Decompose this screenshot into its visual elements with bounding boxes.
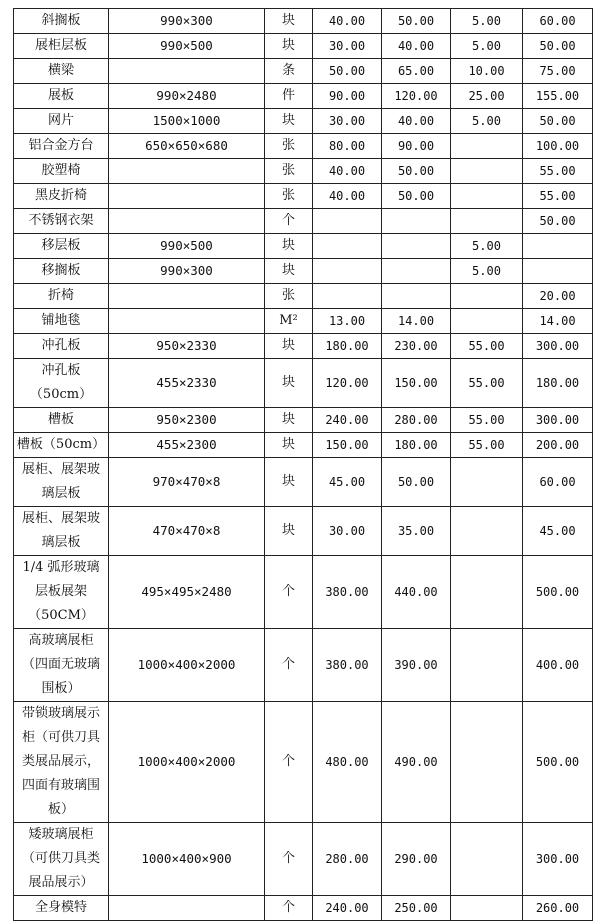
- cell-p4: 155.00: [523, 84, 593, 109]
- table-row: [14, 507, 593, 556]
- cell-spec: [109, 209, 265, 234]
- cell-name: 冲孔板: [14, 334, 109, 359]
- cell-spec: [109, 184, 265, 209]
- cell-p1: [313, 284, 382, 309]
- cell-unit: 块: [265, 234, 313, 259]
- table-row: [14, 134, 593, 159]
- cell-p2: [382, 284, 451, 309]
- cell-spec: [109, 896, 265, 921]
- table-row: [14, 159, 593, 184]
- table-row: [14, 284, 593, 309]
- cell-p2: [382, 234, 451, 259]
- cell-p2: 280.00: [382, 408, 451, 433]
- cell-name: 槽板: [14, 408, 109, 433]
- cell-unit: 块: [265, 34, 313, 59]
- cell-unit: 块: [265, 259, 313, 284]
- table-row: [14, 184, 593, 209]
- cell-unit: 块: [265, 408, 313, 433]
- cell-p1: 120.00: [313, 359, 382, 408]
- cell-p3: [451, 309, 523, 334]
- cell-p4: 60.00: [523, 9, 593, 34]
- cell-p4: 200.00: [523, 433, 593, 458]
- cell-p1: 90.00: [313, 84, 382, 109]
- cell-p1: 180.00: [313, 334, 382, 359]
- cell-p4: 75.00: [523, 59, 593, 84]
- cell-p3: 25.00: [451, 84, 523, 109]
- cell-spec: 455×2330: [109, 359, 265, 408]
- cell-p2: 230.00: [382, 334, 451, 359]
- cell-p4: 45.00: [523, 507, 593, 556]
- cell-p4: 55.00: [523, 159, 593, 184]
- cell-p1: [313, 259, 382, 284]
- cell-p1: 13.00: [313, 309, 382, 334]
- cell-p3: 5.00: [451, 9, 523, 34]
- table-body: [14, 9, 593, 921]
- cell-name: 折椅: [14, 284, 109, 309]
- cell-name: 展柜、展架玻璃层板: [14, 507, 109, 556]
- cell-p2: 40.00: [382, 34, 451, 59]
- cell-unit: 块: [265, 334, 313, 359]
- cell-spec: 950×2330: [109, 334, 265, 359]
- cell-p2: 290.00: [382, 823, 451, 896]
- cell-unit: 个: [265, 209, 313, 234]
- cell-p1: 30.00: [313, 34, 382, 59]
- table-row: [14, 334, 593, 359]
- table-row: [14, 259, 593, 284]
- cell-name: 高玻璃展柜（四面无玻璃围板）: [14, 629, 109, 702]
- cell-spec: 1000×400×2000: [109, 629, 265, 702]
- table-row: [14, 556, 593, 629]
- cell-name: 移层板: [14, 234, 109, 259]
- cell-name: 不锈钢衣架: [14, 209, 109, 234]
- cell-p2: 50.00: [382, 458, 451, 507]
- cell-p1: 380.00: [313, 629, 382, 702]
- table-row: [14, 209, 593, 234]
- cell-p1: 30.00: [313, 109, 382, 134]
- cell-spec: [109, 284, 265, 309]
- cell-p4: 300.00: [523, 408, 593, 433]
- cell-p4: [523, 259, 593, 284]
- cell-name: 网片: [14, 109, 109, 134]
- cell-p4: [523, 234, 593, 259]
- table-row: [14, 896, 593, 921]
- table-row: [14, 59, 593, 84]
- cell-unit: 块: [265, 9, 313, 34]
- cell-p1: 380.00: [313, 556, 382, 629]
- cell-unit: 块: [265, 458, 313, 507]
- cell-unit: 张: [265, 134, 313, 159]
- cell-unit: 张: [265, 159, 313, 184]
- cell-name: 展柜、展架玻璃层板: [14, 458, 109, 507]
- cell-p1: [313, 209, 382, 234]
- price-table: [13, 8, 593, 921]
- table-row: [14, 433, 593, 458]
- cell-p1: 240.00: [313, 408, 382, 433]
- cell-name: 胶塑椅: [14, 159, 109, 184]
- table-row: [14, 458, 593, 507]
- cell-spec: 650×650×680: [109, 134, 265, 159]
- cell-spec: 990×2480: [109, 84, 265, 109]
- cell-p2: [382, 259, 451, 284]
- table-row: [14, 359, 593, 408]
- cell-p3: [451, 702, 523, 823]
- cell-name: 1/4 弧形玻璃层板展架（50CM）: [14, 556, 109, 629]
- cell-name: 横梁: [14, 59, 109, 84]
- cell-unit: 条: [265, 59, 313, 84]
- cell-unit: 个: [265, 629, 313, 702]
- cell-p2: 180.00: [382, 433, 451, 458]
- cell-p1: 480.00: [313, 702, 382, 823]
- cell-p2: 65.00: [382, 59, 451, 84]
- cell-name: 展板: [14, 84, 109, 109]
- cell-spec: 990×300: [109, 259, 265, 284]
- cell-p2: 250.00: [382, 896, 451, 921]
- cell-unit: 个: [265, 896, 313, 921]
- table-row: [14, 9, 593, 34]
- cell-p3: [451, 629, 523, 702]
- cell-p2: 35.00: [382, 507, 451, 556]
- cell-name: 铝合金方台: [14, 134, 109, 159]
- cell-p3: [451, 184, 523, 209]
- cell-p4: 14.00: [523, 309, 593, 334]
- cell-p4: 180.00: [523, 359, 593, 408]
- table-row: [14, 109, 593, 134]
- cell-p4: 400.00: [523, 629, 593, 702]
- cell-unit: M²: [265, 309, 313, 334]
- cell-p3: 5.00: [451, 259, 523, 284]
- cell-p3: [451, 896, 523, 921]
- cell-unit: 张: [265, 184, 313, 209]
- cell-p2: 50.00: [382, 159, 451, 184]
- table-row: [14, 702, 593, 823]
- cell-p2: 150.00: [382, 359, 451, 408]
- cell-p2: 50.00: [382, 9, 451, 34]
- cell-name: 斜搁板: [14, 9, 109, 34]
- cell-p4: 100.00: [523, 134, 593, 159]
- cell-p2: 440.00: [382, 556, 451, 629]
- cell-p3: [451, 134, 523, 159]
- cell-spec: [109, 59, 265, 84]
- cell-p3: 55.00: [451, 359, 523, 408]
- cell-p1: 40.00: [313, 184, 382, 209]
- table-row: [14, 309, 593, 334]
- cell-p3: 10.00: [451, 59, 523, 84]
- cell-p4: 500.00: [523, 556, 593, 629]
- cell-p3: [451, 209, 523, 234]
- cell-p1: 280.00: [313, 823, 382, 896]
- cell-spec: 470×470×8: [109, 507, 265, 556]
- cell-unit: 个: [265, 702, 313, 823]
- table-row: [14, 84, 593, 109]
- cell-p3: 5.00: [451, 34, 523, 59]
- cell-spec: 455×2300: [109, 433, 265, 458]
- cell-name: 槽板（50cm）: [14, 433, 109, 458]
- cell-name: 移搁板: [14, 259, 109, 284]
- cell-name: 展柜层板: [14, 34, 109, 59]
- cell-p4: 20.00: [523, 284, 593, 309]
- cell-p4: 55.00: [523, 184, 593, 209]
- cell-p4: 300.00: [523, 823, 593, 896]
- cell-p4: 300.00: [523, 334, 593, 359]
- cell-p4: 50.00: [523, 109, 593, 134]
- cell-unit: 个: [265, 823, 313, 896]
- cell-p2: 40.00: [382, 109, 451, 134]
- cell-p1: 80.00: [313, 134, 382, 159]
- cell-p4: 50.00: [523, 34, 593, 59]
- cell-p1: 150.00: [313, 433, 382, 458]
- cell-p1: 30.00: [313, 507, 382, 556]
- cell-name: 冲孔板（50cm）: [14, 359, 109, 408]
- cell-p1: 240.00: [313, 896, 382, 921]
- cell-p1: 40.00: [313, 9, 382, 34]
- cell-p3: 55.00: [451, 334, 523, 359]
- cell-unit: 块: [265, 433, 313, 458]
- cell-unit: 块: [265, 359, 313, 408]
- cell-spec: 990×500: [109, 34, 265, 59]
- cell-spec: 1000×400×2000: [109, 702, 265, 823]
- cell-spec: 990×500: [109, 234, 265, 259]
- cell-p3: 55.00: [451, 408, 523, 433]
- table-row: [14, 823, 593, 896]
- cell-p2: 120.00: [382, 84, 451, 109]
- cell-p3: [451, 823, 523, 896]
- cell-unit: 个: [265, 556, 313, 629]
- cell-spec: 950×2300: [109, 408, 265, 433]
- table-row: [14, 629, 593, 702]
- cell-p1: 45.00: [313, 458, 382, 507]
- cell-p2: [382, 209, 451, 234]
- cell-name: 矮玻璃展柜（可供刀具类展品展示）: [14, 823, 109, 896]
- table-row: [14, 408, 593, 433]
- cell-name: 铺地毯: [14, 309, 109, 334]
- cell-unit: 块: [265, 109, 313, 134]
- cell-p3: [451, 507, 523, 556]
- cell-p2: 390.00: [382, 629, 451, 702]
- cell-p3: 5.00: [451, 234, 523, 259]
- cell-unit: 件: [265, 84, 313, 109]
- cell-p2: 90.00: [382, 134, 451, 159]
- cell-p3: [451, 556, 523, 629]
- table-row: [14, 34, 593, 59]
- cell-spec: 990×300: [109, 9, 265, 34]
- cell-p4: 500.00: [523, 702, 593, 823]
- cell-p1: [313, 234, 382, 259]
- cell-p4: 60.00: [523, 458, 593, 507]
- cell-name: 带锁玻璃展示柜（可供刀具类展品展示，四面有玻璃围板）: [14, 702, 109, 823]
- cell-spec: 1500×1000: [109, 109, 265, 134]
- cell-unit: 张: [265, 284, 313, 309]
- cell-p3: [451, 284, 523, 309]
- cell-p3: 5.00: [451, 109, 523, 134]
- cell-p2: 50.00: [382, 184, 451, 209]
- cell-p1: 40.00: [313, 159, 382, 184]
- cell-p2: 490.00: [382, 702, 451, 823]
- cell-p3: [451, 159, 523, 184]
- cell-p2: 14.00: [382, 309, 451, 334]
- cell-spec: 970×470×8: [109, 458, 265, 507]
- cell-p1: 50.00: [313, 59, 382, 84]
- cell-p3: 55.00: [451, 433, 523, 458]
- cell-name: 黑皮折椅: [14, 184, 109, 209]
- cell-unit: 块: [265, 507, 313, 556]
- cell-p4: 50.00: [523, 209, 593, 234]
- cell-spec: 495×495×2480: [109, 556, 265, 629]
- cell-spec: [109, 159, 265, 184]
- cell-spec: 1000×400×900: [109, 823, 265, 896]
- cell-p4: 260.00: [523, 896, 593, 921]
- cell-spec: [109, 309, 265, 334]
- table-row: [14, 234, 593, 259]
- cell-name: 全身模特: [14, 896, 109, 921]
- cell-p3: [451, 458, 523, 507]
